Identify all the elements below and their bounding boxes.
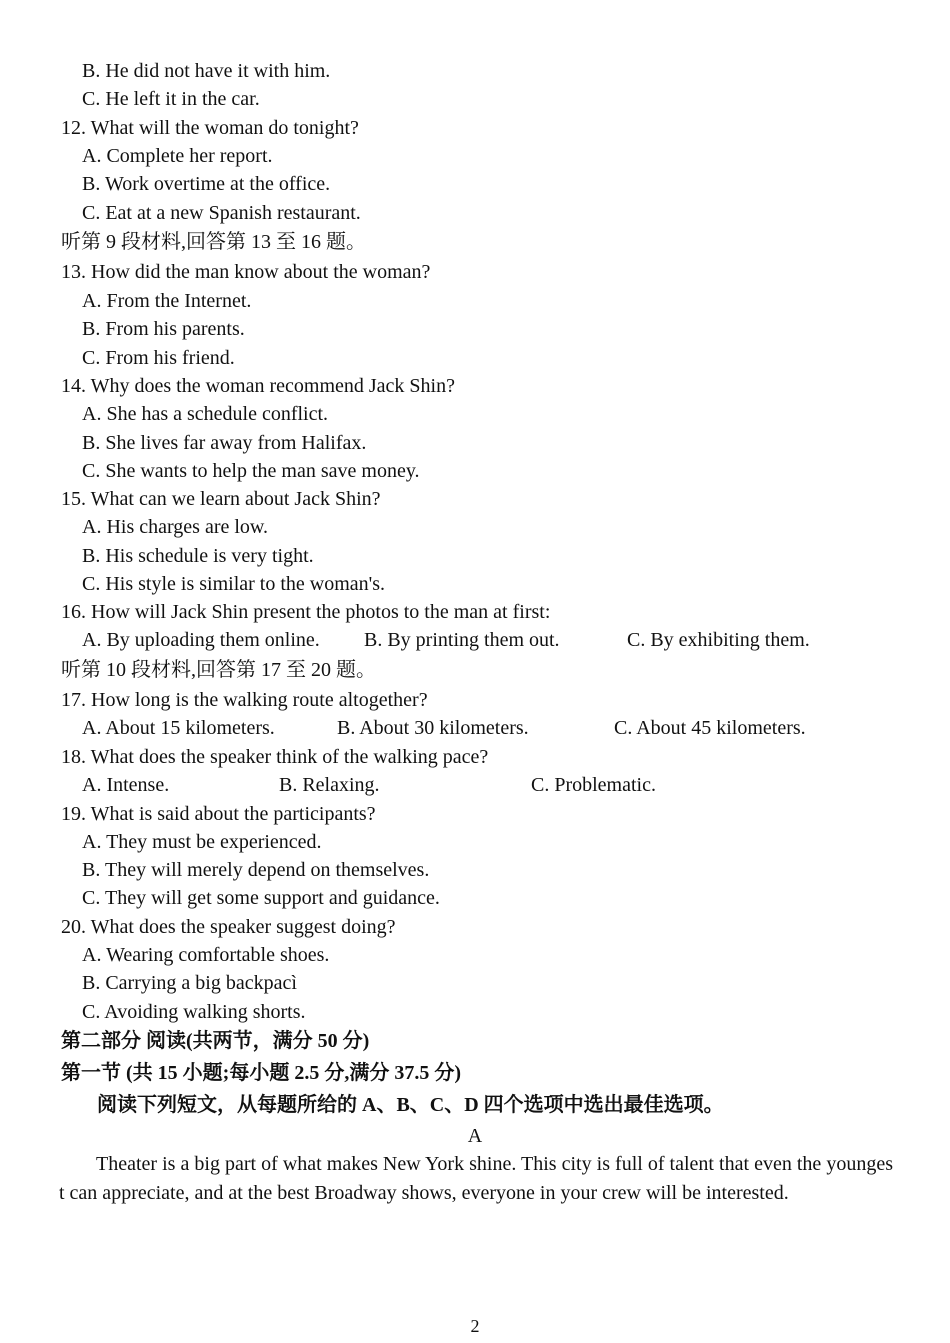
q11-option-c: C. He left it in the car. xyxy=(82,88,260,110)
question-12: 12. What will the woman do tonight? xyxy=(61,117,359,139)
question-16: 16. How will Jack Shin present the photos to the man at first: xyxy=(61,601,551,623)
question-19: 19. What is said about the participants? xyxy=(61,803,376,825)
question-13: 13. How did the man know about the woman? xyxy=(61,261,431,283)
q16-option-b: B. By printing them out. xyxy=(364,629,560,651)
q13-option-c: C. From his friend. xyxy=(82,347,235,369)
q14-option-a: A. She has a schedule conflict. xyxy=(82,403,329,425)
q20-option-b: B. Carrying a big backpacì xyxy=(82,972,297,994)
question-20: 20. What does the speaker suggest doing? xyxy=(61,916,396,938)
question-17: 17. How long is the walking route altogether? xyxy=(61,689,428,711)
q12-option-b: B. Work overtime at the office. xyxy=(82,173,331,195)
q16-option-c: C. By exhibiting them. xyxy=(627,629,810,651)
section-header-material-10: 听第 10 段材料,回答第 17 至 20 题。 xyxy=(61,659,376,681)
q14-option-b: B. She lives far away from Halifax. xyxy=(82,432,367,454)
q13-option-b: B. From his parents. xyxy=(82,318,245,340)
q18-option-a: A. Intense. xyxy=(82,774,170,796)
q16-option-a: A. By uploading them online. xyxy=(82,629,320,651)
q15-option-a: A. His charges are low. xyxy=(82,516,269,538)
q17-option-a: A. About 15 kilometers. xyxy=(82,717,275,739)
q20-option-a: A. Wearing comfortable shoes. xyxy=(82,944,330,966)
q19-option-a: A. They must be experienced. xyxy=(82,831,322,853)
question-18: 18. What does the speaker think of the walking pace? xyxy=(61,746,489,768)
passage-text: Theater is a big part of what makes New York shine. This city is full of talent that even the youngest can appreciate, and at the best Broadway shows, everyone in your crew will be interested. xyxy=(59,1153,893,1204)
q18-option-b: B. Relaxing. xyxy=(279,774,380,796)
q20-option-c: C. Avoiding walking shorts. xyxy=(82,1001,306,1023)
reading-instructions: 阅读下列短文，从每题所给的 A、B、C、D 四个选项中选出最佳选项。 xyxy=(97,1094,724,1116)
q18-option-c: C. Problematic. xyxy=(531,774,656,796)
question-14: 14. Why does the woman recommend Jack Shin? xyxy=(61,375,455,397)
section-header-material-9: 听第 9 段材料,回答第 13 至 16 题。 xyxy=(61,231,366,253)
q19-option-c: C. They will get some support and guidance. xyxy=(82,887,440,909)
q12-option-c: C. Eat at a new Spanish restaurant. xyxy=(82,202,361,224)
q17-option-c: C. About 45 kilometers. xyxy=(614,717,806,739)
section-one-heading: 第一节 (共 15 小题;每小题 2.5 分,满分 37.5 分) xyxy=(61,1062,461,1084)
q17-option-b: B. About 30 kilometers. xyxy=(337,717,529,739)
q19-option-b: B. They will merely depend on themselves. xyxy=(82,859,430,881)
part-two-heading: 第二部分 阅读(共两节，满分 50 分) xyxy=(61,1030,370,1052)
passage-label: A xyxy=(467,1125,483,1147)
q11-option-b: B. He did not have it with him. xyxy=(82,60,331,82)
page-number: 2 xyxy=(470,1316,480,1336)
q15-option-b: B. His schedule is very tight. xyxy=(82,545,314,567)
q14-option-c: C. She wants to help the man save money. xyxy=(82,460,420,482)
q12-option-a: A. Complete her report. xyxy=(82,145,273,167)
q13-option-a: A. From the Internet. xyxy=(82,290,252,312)
question-15: 15. What can we learn about Jack Shin? xyxy=(61,488,381,510)
q15-option-c: C. His style is similar to the woman's. xyxy=(82,573,386,595)
